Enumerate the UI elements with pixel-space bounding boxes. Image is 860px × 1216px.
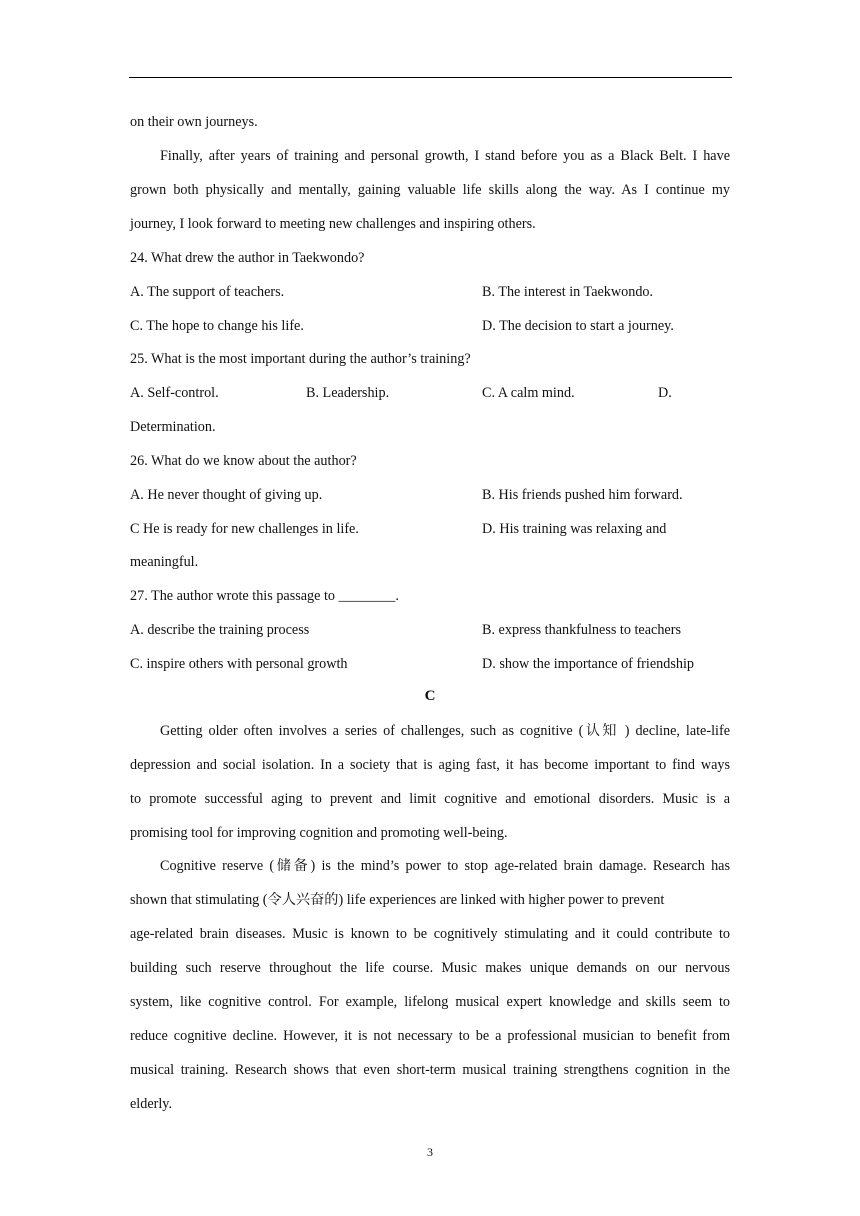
paragraph-line: to promote successful aging to prevent and limit cognitive and emotional disorders. Music is a	[130, 791, 730, 807]
question-27-option-a: A. describe the training process	[130, 622, 310, 638]
paragraph-line: elderly.	[130, 1096, 173, 1112]
header-rule	[129, 77, 732, 78]
paragraph-line: Cognitive reserve (储备) is the mind’s power to stop age-related brain damage. Research has	[160, 858, 730, 874]
question-27-option-b: B. express thankfulness to teachers	[482, 622, 681, 638]
passage-line: journey, I look forward to meeting new challenges and inspiring others.	[130, 216, 536, 232]
question-25-option-c: C. A calm mind.	[482, 385, 575, 401]
question-24-option-c: C. The hope to change his life.	[130, 318, 304, 334]
paragraph-line: reduce cognitive decline. However, it is not necessary to be a professional musician to benefit from	[130, 1028, 730, 1044]
paragraph-line: musical training. Research shows that even short-term musical training strengthens cognition in the	[130, 1062, 730, 1078]
paragraph-line: promising tool for improving cognition and promoting well-being.	[130, 825, 508, 841]
paragraph-line: depression and social isolation. In a society that is aging fast, it has become important to find ways	[130, 757, 730, 773]
question-25-stem: 25. What is the most important during the author’s training?	[130, 351, 471, 367]
question-24-option-d: D. The decision to start a journey.	[482, 318, 674, 334]
question-27-option-c: C. inspire others with personal growth	[130, 656, 348, 672]
question-26-option-d-cont: meaningful.	[130, 554, 199, 570]
question-26-option-b: B. His friends pushed him forward.	[482, 487, 683, 503]
paragraph-line: system, like cognitive control. For example, lifelong musical expert knowledge and skills seem to	[130, 994, 730, 1010]
paragraph-line: building such reserve throughout the life course. Music makes unique demands on our nervous	[130, 960, 730, 976]
question-24-option-b: B. The interest in Taekwondo.	[482, 284, 654, 300]
paragraph-line: shown that stimulating (令人兴奋的) life experiences are linked with higher power to prevent	[130, 892, 665, 908]
passage-line: on their own journeys.	[130, 114, 258, 130]
question-26-option-c: C He is ready for new challenges in life.	[130, 521, 359, 537]
question-25-option-b: B. Leadership.	[306, 385, 390, 401]
section-heading: C	[424, 688, 436, 704]
passage-line: Finally, after years of training and personal growth, I stand before you as a Black Belt. I have	[160, 148, 730, 164]
question-25-option-d: D.	[658, 385, 672, 401]
page-number: 3	[427, 1145, 433, 1159]
paragraph-line: age-related brain diseases. Music is known to be cognitively stimulating and it could contribute to	[130, 926, 730, 942]
question-26-option-a: A. He never thought of giving up.	[130, 487, 323, 503]
question-24-stem: 24. What drew the author in Taekwondo?	[130, 250, 365, 266]
paragraph-line: Getting older often involves a series of challenges, such as cognitive (认知 ) decline, late-life	[160, 723, 730, 739]
question-26-stem: 26. What do we know about the author?	[130, 453, 357, 469]
question-25-option-d-cont: Determination.	[130, 419, 216, 435]
question-25-option-a: A. Self-control.	[130, 385, 219, 401]
question-27-stem: 27. The author wrote this passage to ________.	[130, 588, 399, 604]
question-27-option-d: D. show the importance of friendship	[482, 656, 694, 672]
question-24-option-a: A. The support of teachers.	[130, 284, 285, 300]
passage-line: grown both physically and mentally, gaining valuable life skills along the way. As I continue my	[130, 182, 730, 198]
question-26-option-d: D. His training was relaxing and	[482, 521, 667, 537]
